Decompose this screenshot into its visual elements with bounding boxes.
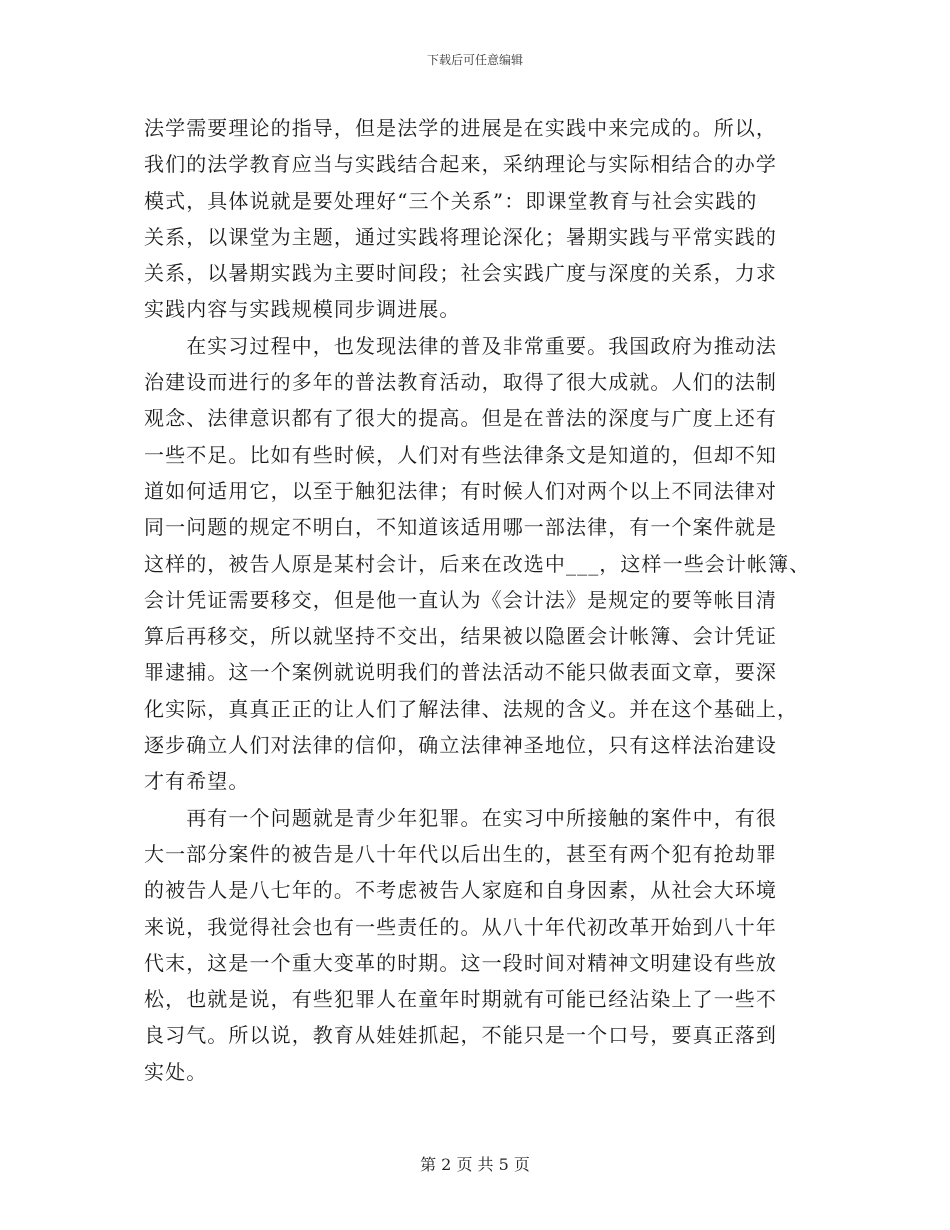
text-line: 模式，具体说就是要处理好“三个关系”：即课堂教育与社会实践的	[144, 188, 758, 213]
document-body	[144, 110, 811, 1090]
text-line: 来说，我觉得社会也有一些责任的。从八十年代初改革开始到八十年	[144, 914, 777, 939]
text-line: 实处。	[144, 1059, 208, 1084]
text-line: 关系，以课堂为主题，通过实践将理论深化；暑期实践与平常实践的	[144, 224, 777, 249]
text-line: 会计凭证需要移交，但是他一直认为《会计法》是规定的要等帐目清	[144, 587, 777, 612]
text-line: 再有一个问题就是青少年犯罪。在实习中所接触的案件中，有很	[144, 805, 777, 830]
text-line: 在实习过程中，也发现法律的普及非常重要。我国政府为推动法	[144, 333, 777, 358]
text-line: 这样的，被告人原是某村会计，后来在改选中___，这样一些会计帐簿、	[144, 551, 811, 576]
text-line: 观念、法律意识都有了很大的提高。但是在普法的深度与广度上还有	[144, 406, 777, 431]
text-line: 代末，这是一个重大变革的时期。这一段时间对精神文明建设有些放	[144, 950, 777, 975]
text-line: 道如何适用它，以至于触犯法律；有时候人们对两个以上不同法律对	[144, 478, 777, 503]
text-line: 我们的法学教育应当与实践结合起来，采纳理论与实际相结合的办学	[144, 152, 777, 177]
text-line: 良习气。所以说，教育从娃娃抓起，不能只是一个口号，要真正落到	[144, 1023, 777, 1048]
text-line: 罪逮捕。这一个案例就说明我们的普法活动不能只做表面文章，要深	[144, 660, 777, 685]
text-line: 才有希望。	[144, 769, 250, 794]
text-line: 逐步确立人们对法律的信仰，确立法律神圣地位，只有这样法治建设	[144, 733, 777, 758]
text-line: 同一问题的规定不明白，不知道该适用哪一部法律，有一个案件就是	[144, 515, 777, 540]
text-line: 关系，以暑期实践为主要时间段；社会实践广度与深度的关系，力求	[144, 261, 777, 286]
page-header: 下载后可任意编辑	[426, 53, 523, 67]
text-line: 化实际，真真正正的让人们了解法律、法规的含义。并在这个基础上，	[144, 696, 799, 721]
text-line: 大一部分案件的被告是八十年代以后出生的，甚至有两个犯有抢劫罪	[144, 841, 777, 866]
text-line: 算后再移交，所以就坚持不交出，结果被以隐匿会计帐簿、会计凭证	[144, 624, 777, 649]
text-line: 实践内容与实践规模同步调进展。	[144, 297, 461, 322]
text-line: 松，也就是说，有些犯罪人在童年时期就有可能已经沾染上了一些不	[144, 987, 777, 1012]
text-line: 的被告人是八七年的。不考虑被告人家庭和自身因素，从社会大环境	[144, 878, 777, 903]
text-line: 法学需要理论的指导，但是法学的进展是在实践中来完成的。所以，	[144, 116, 777, 140]
text-line: 治建设而进行的多年的普法教育活动，取得了很大成就。人们的法制	[144, 370, 777, 395]
text-line: 一些不足。比如有些时候，人们对有些法律条文是知道的，但却不知	[144, 442, 777, 467]
page-number: 第 2 页 共 5 页	[420, 1155, 530, 1174]
